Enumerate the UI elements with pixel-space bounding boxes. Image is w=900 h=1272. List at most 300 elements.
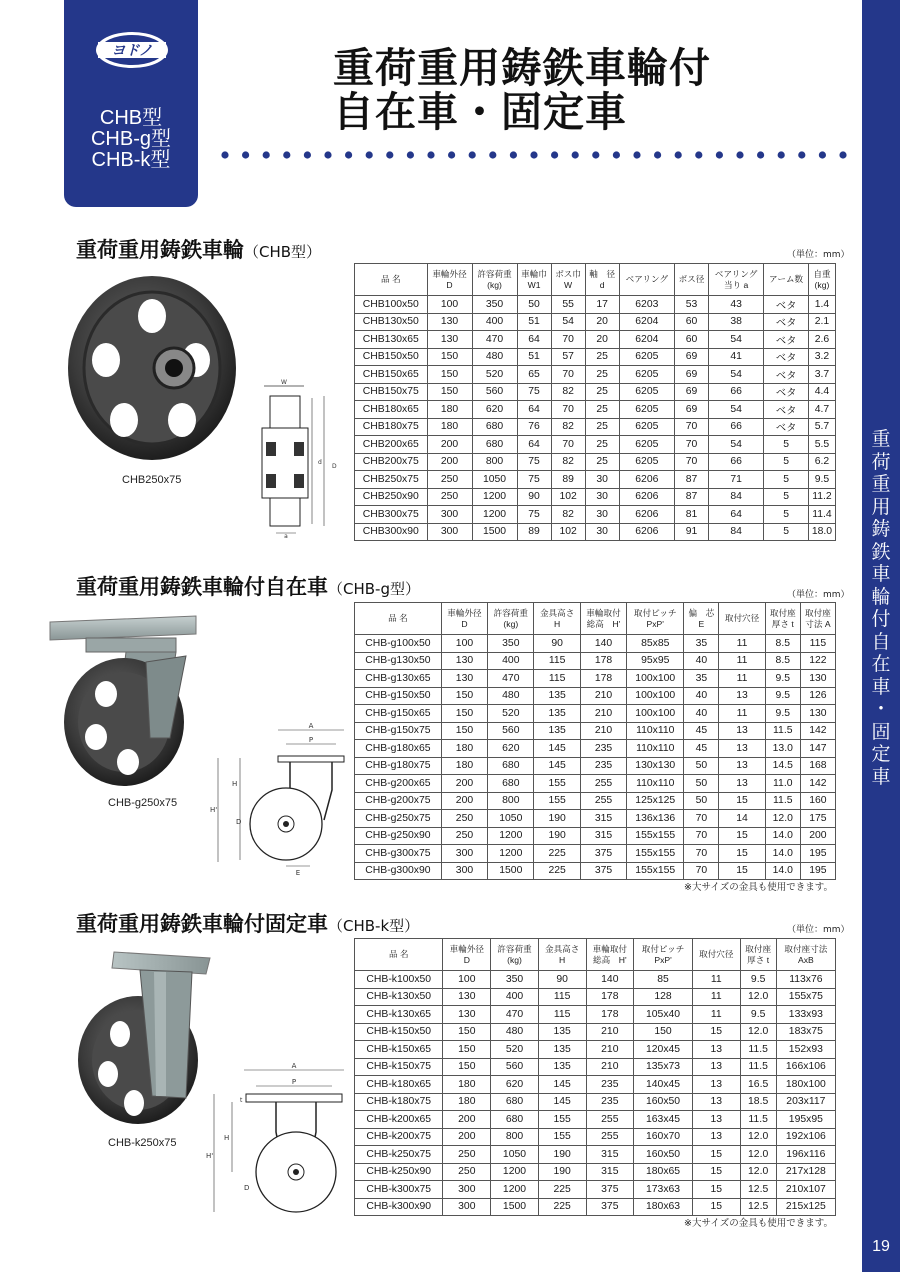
table-cell: 375 bbox=[580, 862, 626, 880]
table-cell: 180 bbox=[427, 418, 472, 436]
product-name-cell: CHB180x75 bbox=[355, 418, 428, 436]
divider-dot bbox=[530, 151, 537, 158]
table-cell: 225 bbox=[538, 1181, 586, 1199]
table-cell: 140x45 bbox=[634, 1076, 693, 1094]
table-cell: 1200 bbox=[491, 1181, 539, 1199]
table-cell: 30 bbox=[585, 506, 619, 524]
table-cell: 255 bbox=[580, 775, 626, 793]
table-cell: 135 bbox=[534, 722, 580, 740]
table-cell: 54 bbox=[709, 331, 764, 349]
product-name-cell: CHB200x75 bbox=[355, 453, 428, 471]
table-cell: 145 bbox=[538, 1076, 586, 1094]
product-name-cell: CHB150x75 bbox=[355, 383, 428, 401]
yodono-logo bbox=[94, 30, 170, 70]
table-cell: 126 bbox=[800, 687, 835, 705]
table-cell: 470 bbox=[472, 331, 517, 349]
column-header: ボス巾 W bbox=[551, 264, 585, 296]
product-name-cell: CHB-k100x50 bbox=[355, 971, 443, 989]
table-cell: 130x130 bbox=[627, 757, 684, 775]
table-cell: 210 bbox=[586, 1058, 634, 1076]
column-header: 取付ピッチ PxP' bbox=[627, 603, 684, 635]
table-cell: 90 bbox=[538, 971, 586, 989]
table-cell: 12.0 bbox=[740, 1146, 776, 1164]
table-cell: 100x100 bbox=[627, 670, 684, 688]
table-cell: 12.0 bbox=[740, 988, 776, 1006]
table-cell: 180 bbox=[427, 401, 472, 419]
table-cell: 16.5 bbox=[740, 1076, 776, 1094]
divider-dot bbox=[366, 151, 373, 158]
table-cell: 64 bbox=[517, 331, 551, 349]
section-title-text: 重荷重用鋳鉄車輪 bbox=[76, 238, 244, 262]
product-name-cell: CHB-g180x65 bbox=[355, 740, 442, 758]
table-cell: 480 bbox=[491, 1023, 539, 1041]
table-cell: 9.5 bbox=[740, 1006, 776, 1024]
table-cell: 203x117 bbox=[776, 1093, 835, 1111]
divider-dot bbox=[572, 151, 579, 158]
sidebar-text bbox=[862, 428, 900, 788]
table-cell: 15 bbox=[692, 1163, 740, 1181]
table-cell: 400 bbox=[472, 313, 517, 331]
table-cell: 64 bbox=[517, 401, 551, 419]
model-chb-g: CHB-g型 bbox=[90, 128, 171, 150]
product-name-cell: CHB-k180x75 bbox=[355, 1093, 443, 1111]
table-cell: 620 bbox=[491, 1076, 539, 1094]
table-cell: 190 bbox=[538, 1146, 586, 1164]
table-cell: 6205 bbox=[619, 418, 674, 436]
table-cell: 155 bbox=[534, 775, 580, 793]
table-cell: 180x63 bbox=[634, 1198, 693, 1216]
divider-dot bbox=[736, 151, 743, 158]
table-cell: 110x110 bbox=[627, 775, 684, 793]
table-cell: 69 bbox=[674, 348, 708, 366]
table-cell: 40 bbox=[684, 687, 719, 705]
column-header: 金具高さ H bbox=[538, 939, 586, 971]
table-cell: 14 bbox=[719, 810, 765, 828]
table-cell: ベタ bbox=[764, 366, 809, 384]
divider-dot bbox=[242, 151, 249, 158]
page-number: 19 bbox=[872, 1238, 890, 1255]
column-header: 取付座 厚さ t bbox=[765, 603, 800, 635]
table-cell: 69 bbox=[674, 383, 708, 401]
table-cell: 6206 bbox=[619, 523, 674, 541]
table-cell: 15 bbox=[692, 1198, 740, 1216]
table-cell: 1200 bbox=[488, 827, 534, 845]
page-title-line-1: 重荷重用鋳鉄車輪付 bbox=[333, 44, 711, 92]
footnote: ※大サイズの金具も使用できます。 bbox=[684, 1218, 833, 1229]
spec-table-chb bbox=[354, 263, 836, 541]
table-row bbox=[355, 1023, 836, 1041]
table-cell: 250 bbox=[427, 488, 472, 506]
table-cell: 255 bbox=[586, 1111, 634, 1129]
table-cell: 315 bbox=[580, 810, 626, 828]
table-cell: 300 bbox=[443, 1198, 491, 1216]
table-cell: 140 bbox=[586, 971, 634, 989]
footnote: ※大サイズの金具も使用できます。 bbox=[684, 882, 833, 893]
table-cell: 11 bbox=[719, 705, 765, 723]
table-cell: 160x50 bbox=[634, 1093, 693, 1111]
table-row bbox=[355, 687, 836, 705]
divider-dot bbox=[798, 151, 805, 158]
product-name-cell: CHB-g150x65 bbox=[355, 705, 442, 723]
table-cell: 5 bbox=[764, 488, 809, 506]
table-cell: 5 bbox=[764, 471, 809, 489]
sidebar-char: 固 bbox=[871, 720, 891, 743]
table-cell: 680 bbox=[472, 436, 517, 454]
table-cell: 75 bbox=[517, 471, 551, 489]
table-row bbox=[355, 827, 836, 845]
table-cell: 173x63 bbox=[634, 1181, 693, 1199]
dim-d: D bbox=[332, 463, 337, 470]
table-row bbox=[355, 1146, 836, 1164]
table-cell: 150 bbox=[441, 687, 487, 705]
table-cell: 60 bbox=[674, 331, 708, 349]
table-cell: 400 bbox=[488, 652, 534, 670]
table-cell: 192x106 bbox=[776, 1128, 835, 1146]
table-cell: 135 bbox=[538, 1058, 586, 1076]
table-cell: 255 bbox=[580, 792, 626, 810]
table-cell: 45 bbox=[684, 740, 719, 758]
table-cell: 25 bbox=[585, 348, 619, 366]
table-header-row bbox=[355, 939, 836, 971]
table-cell: 155x155 bbox=[627, 862, 684, 880]
sidebar-char: 重 bbox=[871, 473, 891, 495]
column-header: 金具高さ H bbox=[534, 603, 580, 635]
table-cell: 180x100 bbox=[776, 1076, 835, 1094]
section-model-tag: （CHB-k型） bbox=[328, 917, 420, 935]
table-cell: 100x100 bbox=[627, 705, 684, 723]
table-cell: 13 bbox=[692, 1058, 740, 1076]
column-header: 品 名 bbox=[355, 939, 443, 971]
table-cell: 30 bbox=[585, 488, 619, 506]
product-name-cell: CHB-k250x90 bbox=[355, 1163, 443, 1181]
table-cell: 13 bbox=[692, 1128, 740, 1146]
table-cell: 13 bbox=[719, 722, 765, 740]
table-cell: 13 bbox=[692, 1041, 740, 1059]
column-header: 車輪外径 D bbox=[427, 264, 472, 296]
table-cell: 6205 bbox=[619, 453, 674, 471]
table-cell: 45 bbox=[684, 722, 719, 740]
column-header: 車輪外径 D bbox=[443, 939, 491, 971]
table-cell: 142 bbox=[800, 775, 835, 793]
table-cell: 82 bbox=[551, 383, 585, 401]
table-cell: 9.5 bbox=[740, 971, 776, 989]
page-title bbox=[333, 46, 711, 134]
table-cell: 70 bbox=[684, 845, 719, 863]
table-cell: 150 bbox=[443, 1058, 491, 1076]
table-cell: 800 bbox=[491, 1128, 539, 1146]
table-cell: 5.5 bbox=[808, 436, 835, 454]
divider-dot bbox=[654, 151, 661, 158]
spec-table-chb-k bbox=[354, 938, 836, 1216]
product-name-cell: CHB-g250x90 bbox=[355, 827, 442, 845]
table-row bbox=[355, 488, 836, 506]
logo-text: ヨドノ bbox=[111, 43, 153, 59]
sidebar-char: 定 bbox=[871, 743, 891, 765]
table-cell: 15 bbox=[692, 1023, 740, 1041]
table-cell: 113x76 bbox=[776, 971, 835, 989]
table-cell: 35 bbox=[684, 635, 719, 653]
table-cell: 14.0 bbox=[765, 862, 800, 880]
table-cell: 20 bbox=[585, 313, 619, 331]
table-cell: 210x107 bbox=[776, 1181, 835, 1199]
table-cell: 70 bbox=[551, 331, 585, 349]
table-cell: 680 bbox=[491, 1093, 539, 1111]
table-cell: ベタ bbox=[764, 331, 809, 349]
table-cell: 150 bbox=[441, 705, 487, 723]
divider-dot bbox=[345, 151, 352, 158]
table-cell: 155 bbox=[534, 792, 580, 810]
column-header: 許容荷重 (kg) bbox=[488, 603, 534, 635]
table-cell: 6205 bbox=[619, 366, 674, 384]
table-cell: 250 bbox=[443, 1163, 491, 1181]
table-cell: 1050 bbox=[488, 810, 534, 828]
table-cell: 50 bbox=[684, 792, 719, 810]
table-cell: 300 bbox=[443, 1181, 491, 1199]
table-cell: 5.7 bbox=[808, 418, 835, 436]
divider-dot bbox=[592, 151, 599, 158]
table-cell: 115 bbox=[534, 670, 580, 688]
divider-dot bbox=[778, 151, 785, 158]
table-cell: 225 bbox=[538, 1198, 586, 1216]
sidebar-char: ・ bbox=[871, 698, 891, 720]
table-cell: 25 bbox=[585, 366, 619, 384]
column-header: 取付穴径 bbox=[719, 603, 765, 635]
table-cell: 135 bbox=[534, 705, 580, 723]
table-cell: 155x155 bbox=[627, 845, 684, 863]
table-cell: 178 bbox=[580, 652, 626, 670]
table-cell: 81 bbox=[674, 506, 708, 524]
sidebar-char: 付 bbox=[871, 608, 891, 630]
table-cell: 178 bbox=[580, 670, 626, 688]
table-cell: 130 bbox=[443, 1006, 491, 1024]
table-cell: 200 bbox=[441, 792, 487, 810]
table-row bbox=[355, 1058, 836, 1076]
table-cell: 82 bbox=[551, 418, 585, 436]
table-cell: 350 bbox=[491, 971, 539, 989]
table-cell: 13.0 bbox=[765, 740, 800, 758]
table-cell: 11.5 bbox=[740, 1111, 776, 1129]
table-cell: 520 bbox=[472, 366, 517, 384]
table-cell: 82 bbox=[551, 506, 585, 524]
table-cell: 69 bbox=[674, 401, 708, 419]
table-cell: ベタ bbox=[764, 348, 809, 366]
table-cell: 70 bbox=[674, 436, 708, 454]
table-cell: 150 bbox=[443, 1041, 491, 1059]
column-header: 取付座 厚さ t bbox=[740, 939, 776, 971]
table-cell: 225 bbox=[534, 862, 580, 880]
product-name-cell: CHB-g150x75 bbox=[355, 722, 442, 740]
table-cell: 190 bbox=[538, 1163, 586, 1181]
dim-a: a bbox=[284, 533, 288, 538]
product-name-cell: CHB150x50 bbox=[355, 348, 428, 366]
product-name-cell: CHB300x75 bbox=[355, 506, 428, 524]
table-cell: 13 bbox=[719, 757, 765, 775]
table-cell: 130 bbox=[441, 652, 487, 670]
unit-label: （単位：mm） bbox=[787, 590, 850, 600]
table-cell: 11.5 bbox=[765, 722, 800, 740]
table-cell: 150 bbox=[427, 348, 472, 366]
table-cell: 135 bbox=[538, 1041, 586, 1059]
product-name-cell: CHB-k130x50 bbox=[355, 988, 443, 1006]
table-cell: 1050 bbox=[491, 1146, 539, 1164]
table-cell: 85x85 bbox=[627, 635, 684, 653]
table-cell: 82 bbox=[551, 453, 585, 471]
photo-caption: CHB250x75 bbox=[122, 474, 182, 486]
divider-dot bbox=[633, 151, 640, 158]
table-cell: 6205 bbox=[619, 436, 674, 454]
dim-h-prime: H' bbox=[210, 806, 218, 814]
table-cell: 11 bbox=[692, 1006, 740, 1024]
section-title-text: 重荷重用鋳鉄車輪付固定車 bbox=[76, 912, 328, 936]
column-header: ベアリング bbox=[619, 264, 674, 296]
table-cell: 69 bbox=[674, 366, 708, 384]
column-header: ベアリング 当り a bbox=[709, 264, 764, 296]
table-cell: 620 bbox=[488, 740, 534, 758]
product-name-cell: CHB-k250x75 bbox=[355, 1146, 443, 1164]
column-header: アーム数 bbox=[764, 264, 809, 296]
table-cell: 200 bbox=[427, 436, 472, 454]
table-row bbox=[355, 331, 836, 349]
table-cell: 6203 bbox=[619, 296, 674, 314]
table-cell: 89 bbox=[517, 523, 551, 541]
product-name-cell: CHB-g130x65 bbox=[355, 670, 442, 688]
table-cell: 150 bbox=[634, 1023, 693, 1041]
table-cell: 130 bbox=[800, 670, 835, 688]
divider-dot bbox=[716, 151, 723, 158]
table-cell: 40 bbox=[684, 652, 719, 670]
table-cell: 54 bbox=[709, 366, 764, 384]
table-cell: 76 bbox=[517, 418, 551, 436]
table-cell: 560 bbox=[488, 722, 534, 740]
table-cell: 300 bbox=[427, 506, 472, 524]
table-cell: 6206 bbox=[619, 471, 674, 489]
divider-dot bbox=[221, 151, 228, 158]
table-cell: 71 bbox=[709, 471, 764, 489]
section-title-chb bbox=[76, 234, 321, 264]
table-cell: 196x116 bbox=[776, 1146, 835, 1164]
product-name-cell: CHB-g300x90 bbox=[355, 862, 442, 880]
product-name-cell: CHB-g200x75 bbox=[355, 792, 442, 810]
table-cell: 1200 bbox=[472, 488, 517, 506]
table-cell: 235 bbox=[586, 1093, 634, 1111]
table-cell: 12.0 bbox=[740, 1023, 776, 1041]
table-cell: 5 bbox=[764, 436, 809, 454]
table-cell: 90 bbox=[534, 635, 580, 653]
section-title-text: 重荷重用鋳鉄車輪付自在車 bbox=[76, 575, 328, 599]
table-cell: 66 bbox=[709, 383, 764, 401]
table-cell: 122 bbox=[800, 652, 835, 670]
table-cell: 6206 bbox=[619, 488, 674, 506]
table-cell: 133x93 bbox=[776, 1006, 835, 1024]
table-cell: ベタ bbox=[764, 313, 809, 331]
table-cell: 9.5 bbox=[765, 705, 800, 723]
table-cell: 40 bbox=[684, 705, 719, 723]
table-row bbox=[355, 740, 836, 758]
table-cell: 166x106 bbox=[776, 1058, 835, 1076]
divider-dot bbox=[551, 151, 558, 158]
dim-a: A bbox=[291, 1062, 297, 1070]
table-cell: 110x110 bbox=[627, 740, 684, 758]
table-cell: 375 bbox=[586, 1198, 634, 1216]
table-cell: 18.5 bbox=[740, 1093, 776, 1111]
divider-dot bbox=[819, 151, 826, 158]
table-cell: 95x95 bbox=[627, 652, 684, 670]
table-row bbox=[355, 1076, 836, 1094]
table-cell: 195 bbox=[800, 862, 835, 880]
table-cell: 11 bbox=[692, 971, 740, 989]
product-name-cell: CHB100x50 bbox=[355, 296, 428, 314]
page-title-line-2: 自在車・固定車 bbox=[333, 88, 627, 136]
table-row bbox=[355, 1111, 836, 1129]
divider-dot bbox=[427, 151, 434, 158]
product-name-cell: CHB-k300x90 bbox=[355, 1198, 443, 1216]
table-cell: 130 bbox=[441, 670, 487, 688]
product-name-cell: CHB-k130x65 bbox=[355, 1006, 443, 1024]
table-cell: 13 bbox=[692, 1076, 740, 1094]
product-name-cell: CHB-k180x65 bbox=[355, 1076, 443, 1094]
table-row bbox=[355, 635, 836, 653]
table-cell: 11.5 bbox=[765, 792, 800, 810]
table-cell: 100 bbox=[443, 971, 491, 989]
divider-dot bbox=[613, 151, 620, 158]
table-cell: 350 bbox=[472, 296, 517, 314]
table-cell: 210 bbox=[580, 687, 626, 705]
product-name-cell: CHB-g150x50 bbox=[355, 687, 442, 705]
table-cell: 300 bbox=[441, 862, 487, 880]
table-row bbox=[355, 436, 836, 454]
table-cell: 180 bbox=[441, 740, 487, 758]
table-cell: 200 bbox=[441, 775, 487, 793]
table-cell: 250 bbox=[427, 471, 472, 489]
table-cell: 18.0 bbox=[808, 523, 835, 541]
product-name-cell: CHB-k300x75 bbox=[355, 1181, 443, 1199]
table-cell: 64 bbox=[709, 506, 764, 524]
table-cell: 375 bbox=[586, 1181, 634, 1199]
product-name-cell: CHB-g130x50 bbox=[355, 652, 442, 670]
unit-label: （単位：mm） bbox=[787, 250, 850, 260]
table-cell: 620 bbox=[472, 401, 517, 419]
table-cell: 470 bbox=[491, 1006, 539, 1024]
product-name-cell: CHB250x90 bbox=[355, 488, 428, 506]
product-name-cell: CHB250x75 bbox=[355, 471, 428, 489]
swivel-caster-photo bbox=[46, 612, 216, 787]
table-cell: 15 bbox=[719, 862, 765, 880]
table-cell: 350 bbox=[488, 635, 534, 653]
table-cell: 25 bbox=[585, 383, 619, 401]
table-cell: 11.5 bbox=[740, 1058, 776, 1076]
product-name-cell: CHB150x65 bbox=[355, 366, 428, 384]
table-cell: 800 bbox=[472, 453, 517, 471]
table-row bbox=[355, 988, 836, 1006]
table-cell: 178 bbox=[586, 988, 634, 1006]
divider-dot bbox=[283, 151, 290, 158]
sidebar bbox=[862, 0, 900, 1272]
table-cell: 155 bbox=[538, 1128, 586, 1146]
table-row bbox=[355, 1181, 836, 1199]
table-cell: ベタ bbox=[764, 401, 809, 419]
table-cell: 150 bbox=[441, 722, 487, 740]
table-cell: 30 bbox=[585, 471, 619, 489]
table-cell: 680 bbox=[488, 775, 534, 793]
product-name-cell: CHB-g300x75 bbox=[355, 845, 442, 863]
table-cell: 1.4 bbox=[808, 296, 835, 314]
wheel-photo bbox=[64, 270, 244, 465]
unit-label: （単位：mm） bbox=[787, 925, 850, 935]
table-cell: 160x70 bbox=[634, 1128, 693, 1146]
column-header: 自重 (kg) bbox=[808, 264, 835, 296]
table-cell: 163x45 bbox=[634, 1111, 693, 1129]
table-row bbox=[355, 1006, 836, 1024]
